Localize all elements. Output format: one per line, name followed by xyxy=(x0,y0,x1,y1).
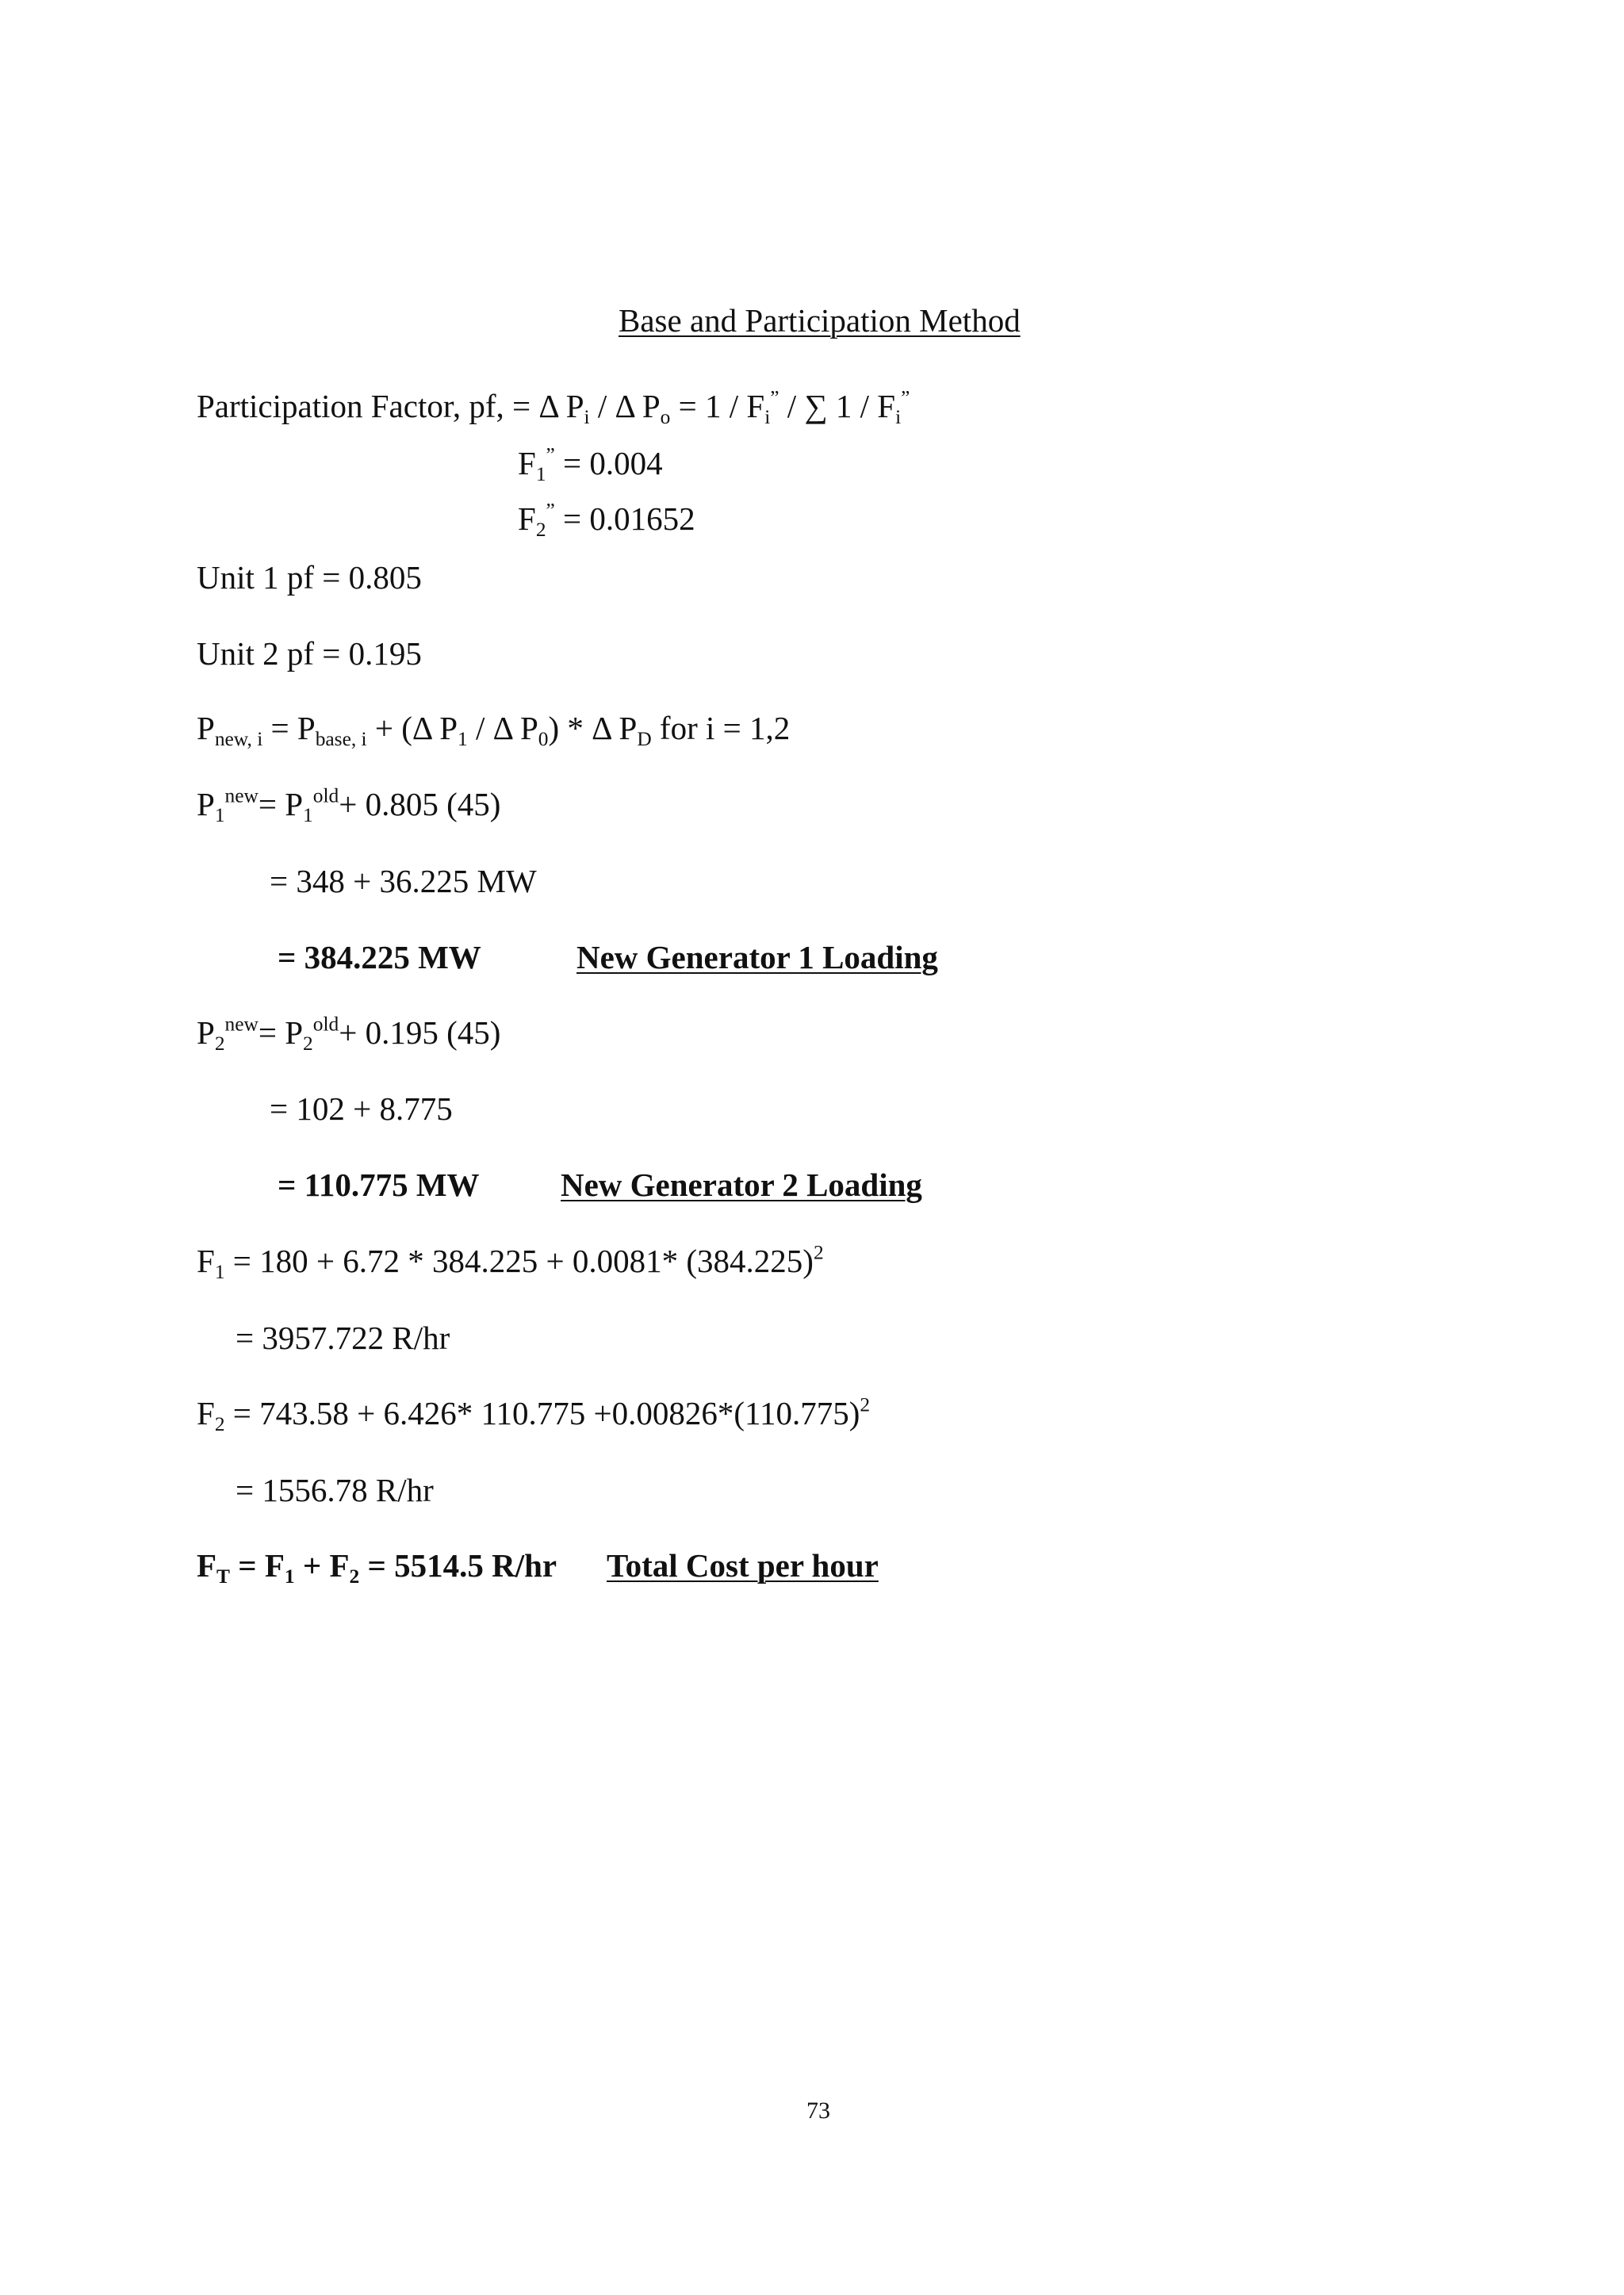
pnew-formula: $P_{new, i} = P_{base, i} + (\Delta$ $P_1$ / Δ $P_0$) * Δ $P_D$ for i = 1,2 xyxy=(197,710,791,751)
participation-factor-formula: Participation Factor, pf, = Δ $P_i$ / Δ $P_o = 1 / F_i^”$ / ∑ $1 / F_i^”$ xyxy=(197,386,910,429)
p2-new-equation: $P_2^{new}= P_2^{old}+ 0.195$ (45) xyxy=(197,1013,501,1056)
page-number: 73 xyxy=(806,2098,830,2124)
unit1-pf: Unit 1 pf = 0.805 xyxy=(197,559,422,596)
f2-cost-equation: $F_2 = 743.58 + 6.426*$ $110.775 +0.00826*(110.775)^2$ xyxy=(197,1393,871,1436)
f1-cost-equation: $F_1 = 180 + 6.72 * 384.225 + 0.0081*$ $(384.225)^2$ xyxy=(197,1241,824,1284)
f2-second-derivative: $F_2^” = 0.01652$ xyxy=(518,499,695,542)
unit2-pf: Unit 2 pf = 0.195 xyxy=(197,635,422,672)
p2-calculation: = 102 + 8.775 xyxy=(270,1090,453,1127)
p2-result-value: = 110.775 MW xyxy=(278,1167,480,1203)
p1-calculation: = 348 + 36.225 MW xyxy=(270,863,537,899)
total-cost-equation: $F_T = F_1 + F_2 = 5514.5$ R/hr xyxy=(197,1547,557,1588)
p2-result-label: New Generator 2 Loading xyxy=(561,1167,922,1203)
page-heading: Base and Participation Method xyxy=(619,302,1021,339)
p1-result-value: = 384.225 MW xyxy=(278,939,481,975)
p1-result-label: New Generator 1 Loading xyxy=(576,939,938,975)
f1-second-derivative: $F_1^” = 0.004$ xyxy=(518,443,663,486)
p1-new-equation: $P_1^{new}= P_1^{old}+ 0.805$ (45) xyxy=(197,784,501,827)
f2-cost-result: = 1556.78 R/hr xyxy=(236,1472,434,1508)
total-cost-label: Total Cost per hour xyxy=(607,1547,879,1584)
f1-cost-result: = 3957.722 R/hr xyxy=(236,1320,450,1356)
